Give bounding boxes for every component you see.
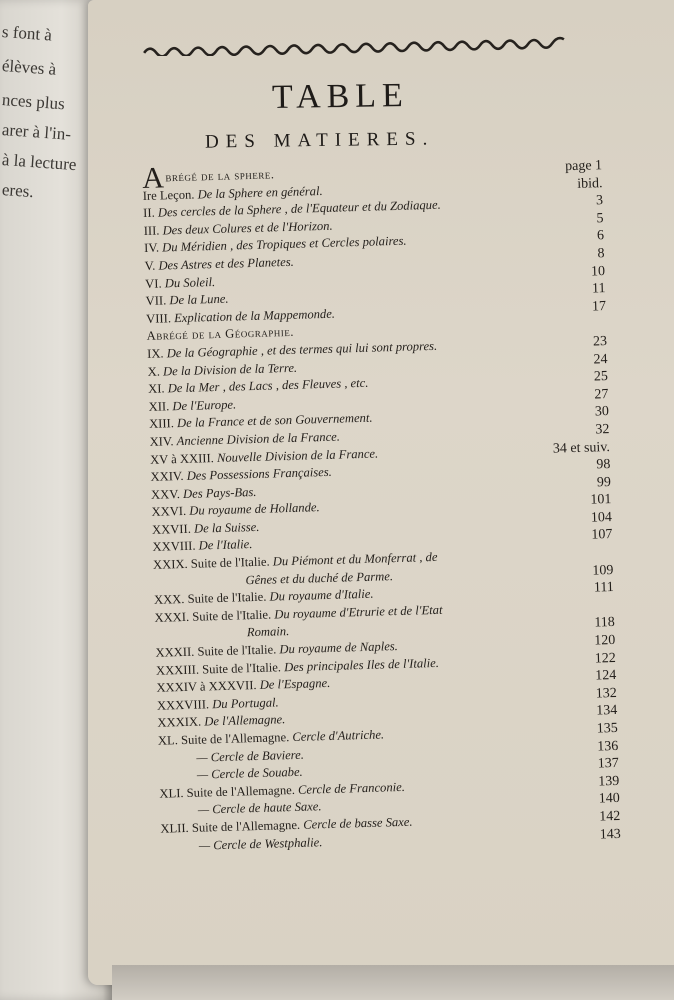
toc-page-number: 132 bbox=[595, 685, 618, 702]
toc-entry-lead: Suite de l'Italie. bbox=[192, 607, 275, 624]
toc-entry-title: De l'Europe. bbox=[172, 397, 237, 413]
toc-page-number: 17 bbox=[591, 298, 607, 315]
toc-entry-number: XXVII. bbox=[151, 521, 195, 537]
toc-entry-number: XXXII. bbox=[155, 644, 198, 660]
toc-entry-number: XXVIII. bbox=[152, 539, 199, 555]
toc-entry-title: Des Pays-Bas. bbox=[182, 484, 257, 501]
toc-page-number: ibid. bbox=[577, 175, 603, 192]
toc-page-number: 27 bbox=[594, 386, 609, 403]
toc-page-number: 140 bbox=[598, 791, 620, 807]
toc-entry-title: De l'Allemagne. bbox=[204, 712, 286, 729]
toc-entry-number: XII. bbox=[148, 398, 173, 414]
toc-entry-number: XXVI. bbox=[151, 504, 190, 520]
toc-entry-title: De la Mer , des Lacs , des Fleuves , etc. bbox=[167, 375, 369, 396]
page-title: TABLE bbox=[271, 77, 410, 116]
toc-entry-title: Abrégé de la Géographie. bbox=[146, 325, 295, 344]
toc-entry-lead: Suite de l'Italie. bbox=[190, 554, 273, 571]
toc-page-number: 118 bbox=[594, 615, 616, 631]
margin-fragment: s font à bbox=[1, 22, 53, 45]
toc-entry-title: — Cercle de Baviere. bbox=[196, 747, 305, 765]
toc-entry-title: Ancienne Division de la France. bbox=[176, 429, 341, 449]
toc-entry-number: XXX. bbox=[153, 592, 188, 608]
toc-entry-number: VII. bbox=[145, 293, 170, 309]
toc-entry-title: De la Suisse. bbox=[193, 519, 260, 536]
toc-entry-number: XI. bbox=[147, 381, 168, 397]
toc-entry-title: Du royaume d'Etrurie et de l'Etat bbox=[274, 602, 443, 622]
toc-page-number: 109 bbox=[592, 562, 614, 579]
toc-entry-number: XXXIV à XXXVII. bbox=[156, 678, 260, 696]
toc-entry-number: XIII. bbox=[148, 416, 178, 432]
toc-entry-title: Du Portugal. bbox=[212, 695, 279, 712]
toc-entry-title: Cercle d'Autriche. bbox=[292, 727, 385, 745]
toc-page-number: 5 bbox=[596, 210, 604, 227]
toc-entry-number: XV à XXIII. bbox=[149, 450, 218, 467]
toc-entry-lead: Suite de l'Allemagne. bbox=[180, 730, 293, 748]
toc-page-number: 101 bbox=[590, 492, 612, 508]
toc-entry-title: Cercle de Franconie. bbox=[297, 779, 406, 797]
toc-entry-title: Gênes et du duché de Parme. bbox=[245, 568, 394, 587]
toc-entry-title: Des deux Colures et de l'Horizon. bbox=[162, 218, 333, 238]
toc-entry-title: Du royaume de Naples. bbox=[279, 639, 399, 657]
toc-entry-lead: Suite de l'Allemagne. bbox=[191, 817, 304, 835]
toc-page-number: 30 bbox=[594, 404, 610, 420]
toc-entry-title: — Cercle de Souabe. bbox=[196, 764, 303, 782]
toc-page-number: 25 bbox=[593, 369, 609, 385]
toc-entry-title: Explication de la Mappemonde. bbox=[173, 306, 336, 325]
margin-fragment: nces plus bbox=[1, 90, 66, 114]
toc-entry-title: — Cercle de Westphalie. bbox=[198, 834, 323, 853]
toc-entry-title: Nouvelle Division de la France. bbox=[216, 446, 379, 465]
toc-page-number: 11 bbox=[591, 281, 606, 297]
toc-entry-lead: Suite de l'Italie. bbox=[197, 642, 280, 659]
toc-entry-title: Romain. bbox=[246, 624, 290, 640]
toc-entry-number: III. bbox=[143, 223, 163, 238]
toc-entry-number: XXIV. bbox=[150, 468, 187, 484]
toc-page-number: 6 bbox=[596, 228, 605, 244]
toc-entry-number: XLII. bbox=[160, 820, 193, 836]
toc-page-number: 124 bbox=[595, 668, 617, 684]
toc-page-number: 98 bbox=[596, 457, 611, 473]
toc-page-number: 3 bbox=[595, 193, 604, 209]
toc-entry-title: Abrégé de la sphere. bbox=[141, 161, 275, 195]
toc-page-number: 107 bbox=[591, 527, 613, 544]
toc-entry-number: XXXVIII. bbox=[156, 697, 213, 713]
toc-entry-title: Du royaume d'Italie. bbox=[269, 586, 374, 604]
toc-entry-title: Cercle de basse Saxe. bbox=[303, 814, 413, 832]
toc-page-number: 136 bbox=[597, 738, 619, 755]
toc-page-number: 135 bbox=[596, 720, 618, 737]
toc-entry-lead: Suite de l'Italie. bbox=[201, 659, 285, 677]
wavy-rule-ornament bbox=[142, 34, 574, 56]
toc-entry-number: XIV. bbox=[149, 434, 177, 449]
toc-entry-title: Des Astres et des Planetes. bbox=[158, 254, 294, 273]
toc-entry-number: XL. bbox=[157, 733, 182, 748]
toc-entry-lead: Suite de l'Allemagne. bbox=[186, 782, 299, 800]
page-subtitle: DES MATIERES. bbox=[204, 128, 435, 153]
toc-entry-title: De la Géographie , et des termes qui lui sont propres. bbox=[166, 338, 438, 361]
toc-entry-number: XXV. bbox=[150, 486, 184, 502]
margin-fragment: élèves à bbox=[1, 56, 57, 79]
toc-page-number: 142 bbox=[599, 808, 621, 825]
toc-page-number: 139 bbox=[598, 773, 620, 790]
toc-entry-number: IX. bbox=[146, 346, 167, 361]
toc-entry-number: VI. bbox=[144, 275, 165, 291]
toc-entry-number: IV. bbox=[143, 240, 163, 256]
toc-page-number: 120 bbox=[594, 633, 616, 649]
margin-fragment: arer à l'in- bbox=[1, 120, 72, 144]
toc-entry-title: De la France et de son Gouvernement. bbox=[176, 410, 373, 431]
toc-entry-number: V. bbox=[144, 258, 159, 273]
toc-page-number: 32 bbox=[595, 421, 610, 438]
toc-entry-title: De la Lune. bbox=[169, 291, 229, 308]
toc-entry-number: II. bbox=[143, 205, 159, 221]
toc-entry-number: XXIX. bbox=[152, 556, 191, 572]
toc-entry-title: Des principales Iles de l'Italie. bbox=[283, 655, 440, 674]
toc-page-number: 99 bbox=[596, 474, 612, 491]
toc-entry-number: VIII. bbox=[145, 310, 175, 326]
toc-page-number: page 1 bbox=[564, 158, 603, 175]
margin-fragment: eres. bbox=[1, 180, 35, 202]
toc-entry-title: Du Piémont et du Monferrat , de bbox=[272, 549, 438, 569]
margin-fragment: à la lecture bbox=[1, 150, 78, 175]
toc-entry-number: X. bbox=[147, 364, 164, 379]
table-of-contents bbox=[142, 157, 621, 856]
toc-page-number: 143 bbox=[599, 826, 621, 843]
toc-entry-title: Du royaume de Hollande. bbox=[189, 500, 320, 519]
toc-page-number: 24 bbox=[593, 351, 608, 367]
toc-entry-title: De la Division de la Terre. bbox=[162, 360, 298, 379]
toc-page-number: 34 et suiv. bbox=[552, 439, 611, 457]
toc-entry-number: XXXIX. bbox=[157, 714, 205, 731]
toc-entry-number: XLI. bbox=[159, 785, 187, 801]
toc-page-number: 23 bbox=[592, 334, 608, 350]
toc-entry-title: De l'Italie. bbox=[198, 537, 253, 554]
toc-page-number: 10 bbox=[590, 263, 606, 280]
page-edge-shadow bbox=[112, 965, 674, 1000]
toc-entry-number: Ire Leçon. bbox=[142, 187, 198, 203]
toc-entry-text bbox=[145, 274, 215, 294]
toc-entry-title: De l'Espagne. bbox=[259, 676, 331, 693]
toc-entry-title: De la Sphere en général. bbox=[197, 183, 323, 202]
toc-page-number: 111 bbox=[593, 580, 615, 596]
toc-entry-title: Des Possessions Françaises. bbox=[186, 464, 333, 483]
toc-page-number: 8 bbox=[597, 246, 605, 262]
toc-entry-title: Des cercles de la Sphere , de l'Equateur et du Zodiaque. bbox=[157, 197, 441, 220]
toc-entry-number: XXXI. bbox=[154, 609, 193, 625]
toc-entry-title: Du Soleil. bbox=[164, 274, 216, 290]
toc-page-number: 104 bbox=[590, 509, 613, 526]
toc-entry-title: Du Méridien , des Tropiques et Cercles polaires. bbox=[161, 234, 407, 255]
toc-page-number: 122 bbox=[594, 650, 617, 667]
toc-entry-lead: Suite de l'Italie. bbox=[187, 589, 270, 607]
toc-entry-title: — Cercle de haute Saxe. bbox=[197, 799, 322, 818]
toc-entry-number: XXXIII. bbox=[155, 662, 203, 678]
toc-page-number: 137 bbox=[597, 756, 619, 772]
toc-page-number: 134 bbox=[596, 703, 618, 719]
